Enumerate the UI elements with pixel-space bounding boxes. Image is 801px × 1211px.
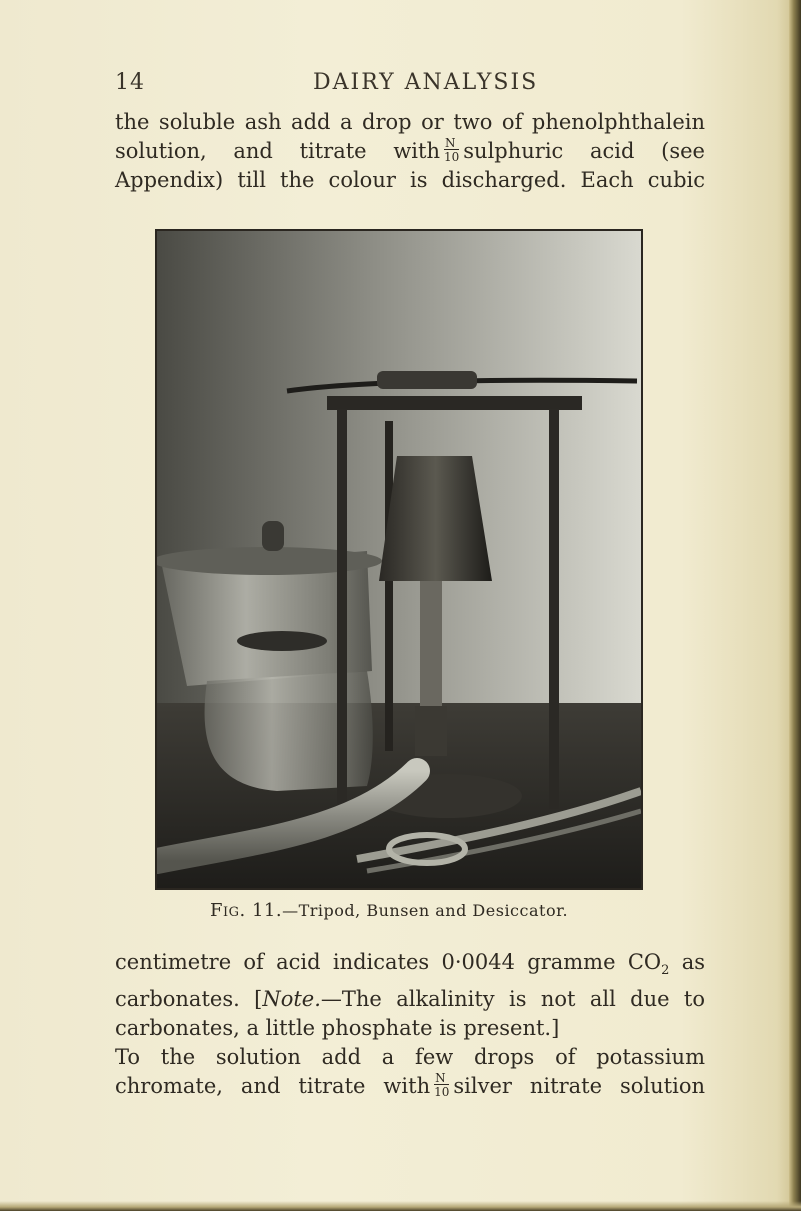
text-line: the soluble ash add a drop or two of phenolphthalein xyxy=(115,110,705,134)
bottom-paragraph xyxy=(115,948,705,1101)
running-title: DAIRY ANALYSIS xyxy=(313,70,539,95)
figure-photo xyxy=(155,229,643,890)
text-line: centimetre of acid indicates 0·0044 gramme $CO_2$ as xyxy=(115,950,705,979)
text-line: To the solution add a few drops of potassium xyxy=(115,1045,705,1070)
figure-caption-text: —Tripod, Bunsen and Desiccator. xyxy=(282,901,569,920)
page-bottom-shadow xyxy=(0,1201,801,1211)
tripod-bunsen-desiccator-photo xyxy=(157,231,641,888)
running-head xyxy=(115,70,705,100)
page-number: 14 xyxy=(115,70,145,95)
text-line: chromate, and titrate with $\frac{N}{10}$ silver nitrate solution xyxy=(115,1070,705,1099)
fraction-n-10: $\frac{N}{10}$ xyxy=(434,1070,450,1099)
text-line: carbonates. [Note.—The alkalinity is not all due to xyxy=(115,987,706,1012)
figure-caption xyxy=(210,900,630,921)
text-line: Appendix) till the colour is discharged. Each cubic xyxy=(115,168,705,192)
page-edge-shadow xyxy=(789,0,801,1211)
note-label: Note. xyxy=(262,987,321,1012)
figure-label: Fig. 11. xyxy=(210,900,283,921)
text-line: solution, and titrate with $\frac{N}{10}$ sulphuric acid (see xyxy=(115,135,705,164)
top-paragraph xyxy=(115,108,705,195)
fraction-n-10: $\frac{N}{10}$ xyxy=(443,135,460,164)
subscript-2: 2 xyxy=(661,963,670,979)
text-line: carbonates, a little phosphate is present.] xyxy=(115,1016,560,1041)
